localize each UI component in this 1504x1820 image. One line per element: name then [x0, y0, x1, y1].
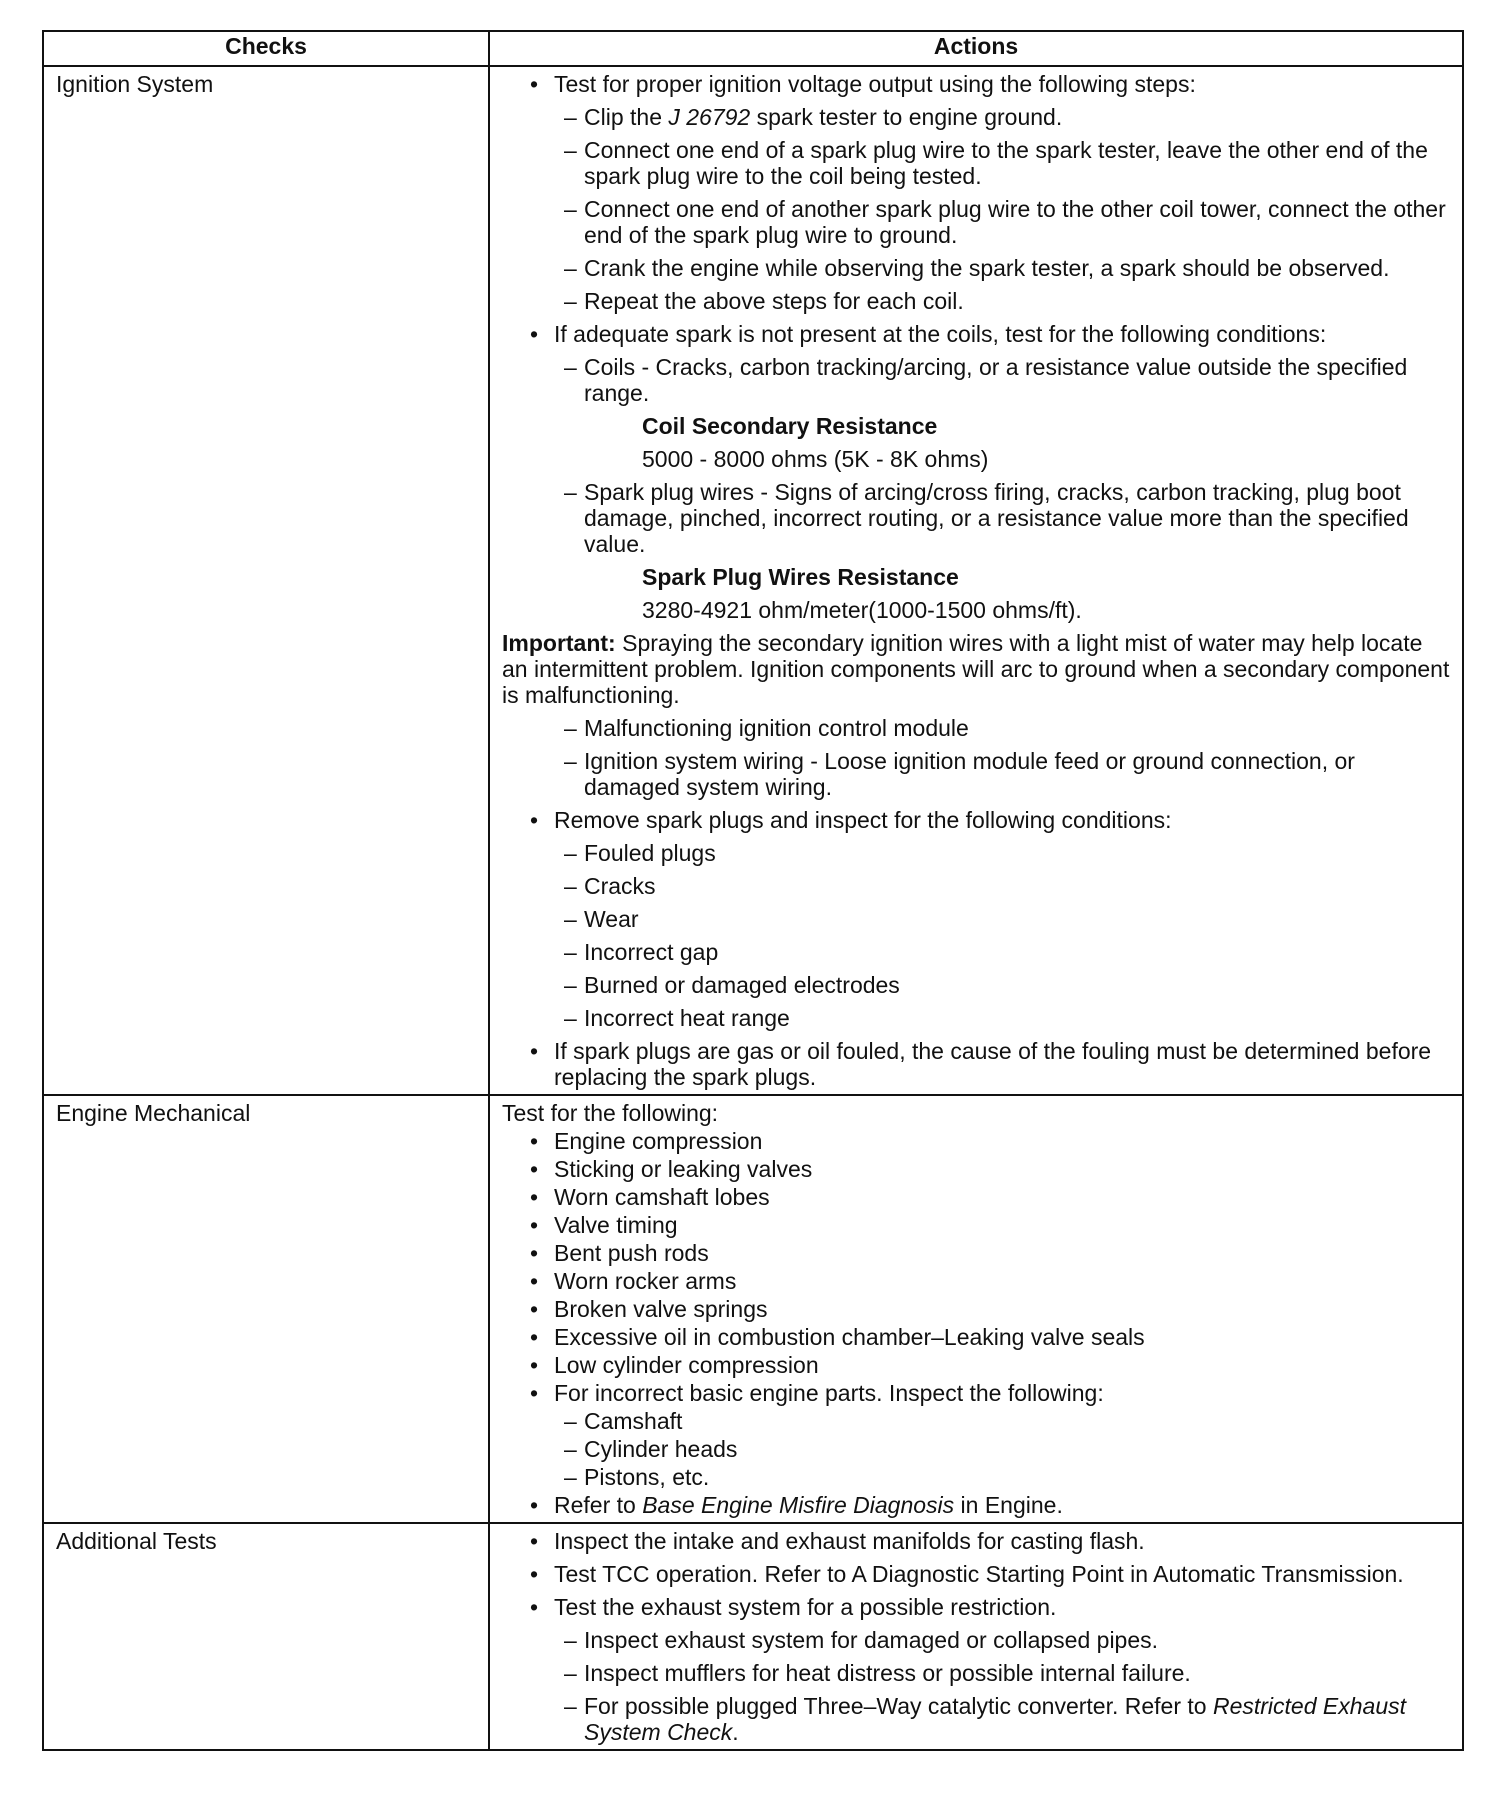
bullet-icon: •: [530, 1296, 539, 1322]
list-item: – Camshaft: [564, 1408, 683, 1434]
dash-icon: –: [564, 715, 577, 741]
dash-icon: –: [564, 972, 577, 998]
list-item: • Broken valve springs: [530, 1296, 768, 1322]
table-row: [43, 1523, 1463, 1750]
bullet-icon: •: [530, 807, 539, 833]
list-item: – Fouled plugs: [564, 840, 716, 866]
check-additional-tests: Additional Tests: [43, 1523, 489, 1750]
dash-icon: –: [564, 906, 577, 932]
spec-title: Coil Secondary Resistance: [642, 413, 938, 439]
list-item: – Inspect mufflers for heat distress or possible internal failure.: [564, 1660, 1191, 1686]
tool-number: J 26792: [668, 104, 751, 130]
list-item: – Repeat the above steps for each coil.: [564, 288, 964, 314]
dash-icon: –: [564, 255, 577, 281]
list-item: – Incorrect heat range: [564, 1005, 790, 1031]
list-item: – Clip the J 26792 spark tester to engine ground.: [564, 104, 1063, 130]
bullet-icon: •: [530, 71, 539, 97]
bullet-icon: •: [530, 1268, 539, 1294]
list-item: – Crank the engine while observing the spark tester, a spark should be observed.: [564, 255, 1390, 281]
check-engine-mechanical: Engine Mechanical: [43, 1095, 489, 1523]
diagnostic-table: [42, 30, 1464, 1751]
dash-icon: –: [564, 196, 577, 222]
list-item: – Cylinder heads: [564, 1436, 738, 1462]
dash-icon: –: [564, 288, 577, 314]
dash-icon: –: [564, 748, 577, 774]
list-item: – Coils - Cracks, carbon tracking/arcing, or a resistance value outside the specified range.: [564, 354, 1408, 406]
list-item: • Refer to Base Engine Misfire Diagnosis in Engine.: [530, 1492, 1063, 1518]
dash-icon: –: [564, 104, 577, 130]
list-item: – Connect one end of another spark plug wire to the other coil tower, connect the other end of the spark plug wire to ground.: [564, 196, 1446, 248]
bullet-icon: •: [530, 1156, 539, 1182]
reference-restricted-exhaust-check: Restricted Exhaust System Check: [584, 1693, 1407, 1745]
actions-ignition-system: [489, 66, 1463, 1095]
bullet-icon: •: [530, 1561, 539, 1587]
bullet-icon: •: [530, 1240, 539, 1266]
list-item: • Worn rocker arms: [530, 1268, 737, 1294]
spec-title: Spark Plug Wires Resistance: [642, 564, 959, 590]
list-item: • Test for proper ignition voltage output using the following steps:: [530, 71, 1196, 97]
header-actions: Actions: [489, 31, 1463, 66]
bullet-icon: •: [530, 1038, 539, 1064]
table-row: [43, 66, 1463, 1095]
actions-additional-tests: [489, 1523, 1463, 1750]
reference-base-engine-misfire: Base Engine Misfire Diagnosis: [642, 1492, 955, 1518]
list-item: – Ignition system wiring - Loose ignition module feed or ground connection, or damaged system wiring.: [564, 748, 1355, 800]
dash-icon: –: [564, 1436, 577, 1462]
dash-icon: –: [564, 840, 577, 866]
list-item: – Cracks: [564, 873, 656, 899]
list-item: – Wear: [564, 906, 639, 932]
dash-icon: –: [564, 1005, 577, 1031]
list-item: • Valve timing: [530, 1212, 678, 1238]
spec-value: 3280-4921 ohm/meter(1000-1500 ohms/ft).: [642, 597, 1082, 623]
dash-icon: –: [564, 1464, 577, 1490]
spec-coil-resistance: [642, 413, 1454, 472]
list-item: • If adequate spark is not present at the coils, test for the following conditions:: [530, 321, 1327, 347]
spec-value: 5000 - 8000 ohms (5K - 8K ohms): [642, 446, 989, 472]
dash-icon: –: [564, 1627, 577, 1653]
list-item: • Excessive oil in combustion chamber–Leaking valve seals: [530, 1324, 1145, 1350]
bullet-icon: •: [530, 321, 539, 347]
spec-wire-resistance: [642, 564, 1454, 623]
bullet-icon: •: [530, 1594, 539, 1620]
list-item: – Incorrect gap: [564, 939, 719, 965]
actions-engine-mechanical: [489, 1095, 1463, 1523]
dash-icon: –: [564, 137, 577, 163]
dash-icon: –: [564, 479, 577, 505]
list-item: • If spark plugs are gas or oil fouled, the cause of the fouling must be determined before replacing the spark plugs.: [530, 1038, 1432, 1090]
list-item: • Sticking or leaking valves: [530, 1156, 813, 1182]
dash-icon: –: [564, 873, 577, 899]
list-item: – Malfunctioning ignition control module: [564, 715, 969, 741]
list-item: – Spark plug wires - Signs of arcing/cross firing, cracks, carbon tracking, plug boot damage, pinched, incorrect routing, or a resistance value more than the specified value.: [564, 479, 1409, 557]
header-checks: Checks: [43, 31, 489, 66]
header-row: [43, 31, 1463, 66]
important-note: Important: Spraying the secondary ignition wires with a light mist of water may help locate an intermittent problem. Ignition components will arc to ground when a secondary component is malfunctioning.: [502, 630, 1450, 708]
intro-text: Test for the following:: [502, 1100, 719, 1126]
list-item: – Burned or damaged electrodes: [564, 972, 900, 998]
bullet-icon: •: [530, 1184, 539, 1210]
bullet-icon: •: [530, 1324, 539, 1350]
list-item: – Inspect exhaust system for damaged or collapsed pipes.: [564, 1627, 1159, 1653]
check-ignition-system: Ignition System: [43, 66, 489, 1095]
dash-icon: –: [564, 354, 577, 380]
dash-icon: –: [564, 1693, 577, 1719]
bullet-icon: •: [530, 1528, 539, 1554]
list-item: • Bent push rods: [530, 1240, 709, 1266]
dash-icon: –: [564, 1660, 577, 1686]
list-item: – Pistons, etc.: [564, 1464, 710, 1490]
bullet-icon: •: [530, 1352, 539, 1378]
list-item: • Inspect the intake and exhaust manifolds for casting flash.: [530, 1528, 1145, 1554]
list-item: • Low cylinder compression: [530, 1352, 819, 1378]
list-item: – For possible plugged Three–Way catalytic converter. Refer to Restricted Exhaust System Check.: [564, 1693, 1407, 1745]
list-item: – Connect one end of a spark plug wire to the spark tester, leave the other end of the spark plug wire to the coil being tested.: [564, 137, 1428, 189]
bullet-icon: •: [530, 1128, 539, 1154]
bullet-icon: •: [530, 1212, 539, 1238]
dash-icon: –: [564, 939, 577, 965]
bullet-icon: •: [530, 1380, 539, 1406]
table-row: [43, 1095, 1463, 1523]
dash-icon: –: [564, 1408, 577, 1434]
bullet-icon: •: [530, 1492, 539, 1518]
list-item: • Remove spark plugs and inspect for the following conditions:: [530, 807, 1172, 833]
list-item: • For incorrect basic engine parts. Inspect the following:: [530, 1380, 1104, 1406]
list-item: • Test the exhaust system for a possible restriction.: [530, 1594, 1057, 1620]
list-item: • Worn camshaft lobes: [530, 1184, 770, 1210]
list-item: • Test TCC operation. Refer to A Diagnostic Starting Point in Automatic Transmission.: [530, 1561, 1404, 1587]
list-item: • Engine compression: [530, 1128, 763, 1154]
important-label: Important:: [502, 630, 616, 656]
